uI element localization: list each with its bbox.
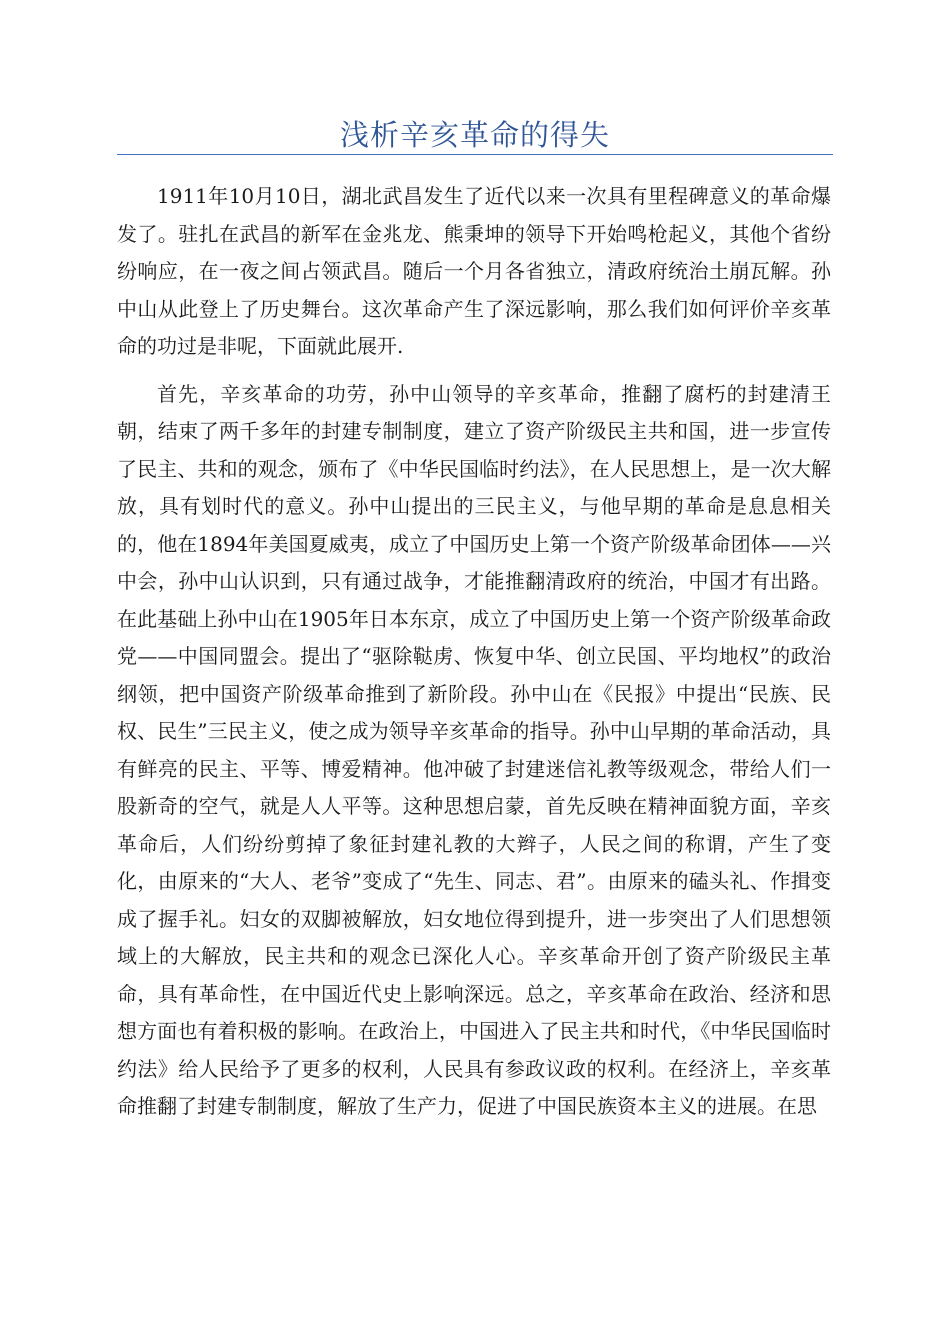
document-body: [117, 178, 831, 1126]
page-title: 浅析辛亥革命的得失: [339, 118, 610, 152]
paragraph-merits: 首先，辛亥革命的功劳，孙中山领导的辛亥革命，推翻了腐朽的封建清王朝，结束了两千多年的封建专制制度，建立了资产阶级民主共和国，进一步宣传了民主、共和的观念，颁布了《中华民国临时约法》，在人民思想上，是一次大解放，具有划时代的意义。孙中山提出的三民主义，与他早期的革命是息息相关的，他在1894年美国夏威夷，成立了中国历史上第一个资产阶级革命团体——兴中会，孙中山认识到，只有通过战争，才能推翻清政府的统治，中国才有出路。在此基础上孙中山在1905年日本东京，成立了中国历史上第一个资产阶级革命政党——中国同盟会。提出了“驱除鞑虏、恢复中华、创立民国、平均地权”的政治纲领，把中国资产阶级革命推到了新阶段。孙中山在《民报》中提出“民族、民权、民生”三民主义，使之成为领导辛亥革命的指导。孙中山早期的革命活动，具有鲜亮的民主、平等、博爱精神。他冲破了封建迷信礼教等级观念，带给人们一股新奇的空气，就是人人平等。这种思想启蒙，首先反映在精神面貌方面，辛亥革命后，人们纷纷剪掉了象征封建礼教的大辫子，人民之间的称谓，产生了变化，由原来的“大人、老爷”变成了“先生、同志、君”。由原来的磕头礼、作揖变成了握手礼。妇女的双脚被解放，妇女地位得到提升，进一步突出了人们思想领域上的大解放，民主共和的观念已深化人心。辛亥革命开创了资产阶级民主革命，具有革命性，在中国近代史上影响深远。总之，辛亥革命在政治、经济和思想方面也有着积极的影响。在政治上，中国进入了民主共和时代，《中华民国临时约法》给人民给予了更多的权利，人民具有参政议政的权利。在经济上，辛亥革命推翻了封建专制制度，解放了生产力，促进了中国民族资本主义的进展。在思: [117, 381, 831, 1118]
paragraph-intro: 1911年10月10日，湖北武昌发生了近代以来一次具有里程碑意义的革命爆发了。驻扎在武昌的新军在金兆龙、熊秉坤的领导下开始鸣枪起义，其他个省纷纷响应，在一夜之间占领武昌。随后一个月各省独立，清政府统治土崩瓦解。孙中山从此登上了历史舞台。这次革命产生了深远影响，那么我们如何评价辛亥革命的功过是非呢，下面就此展开.: [117, 184, 831, 358]
title-underline: [117, 154, 833, 155]
